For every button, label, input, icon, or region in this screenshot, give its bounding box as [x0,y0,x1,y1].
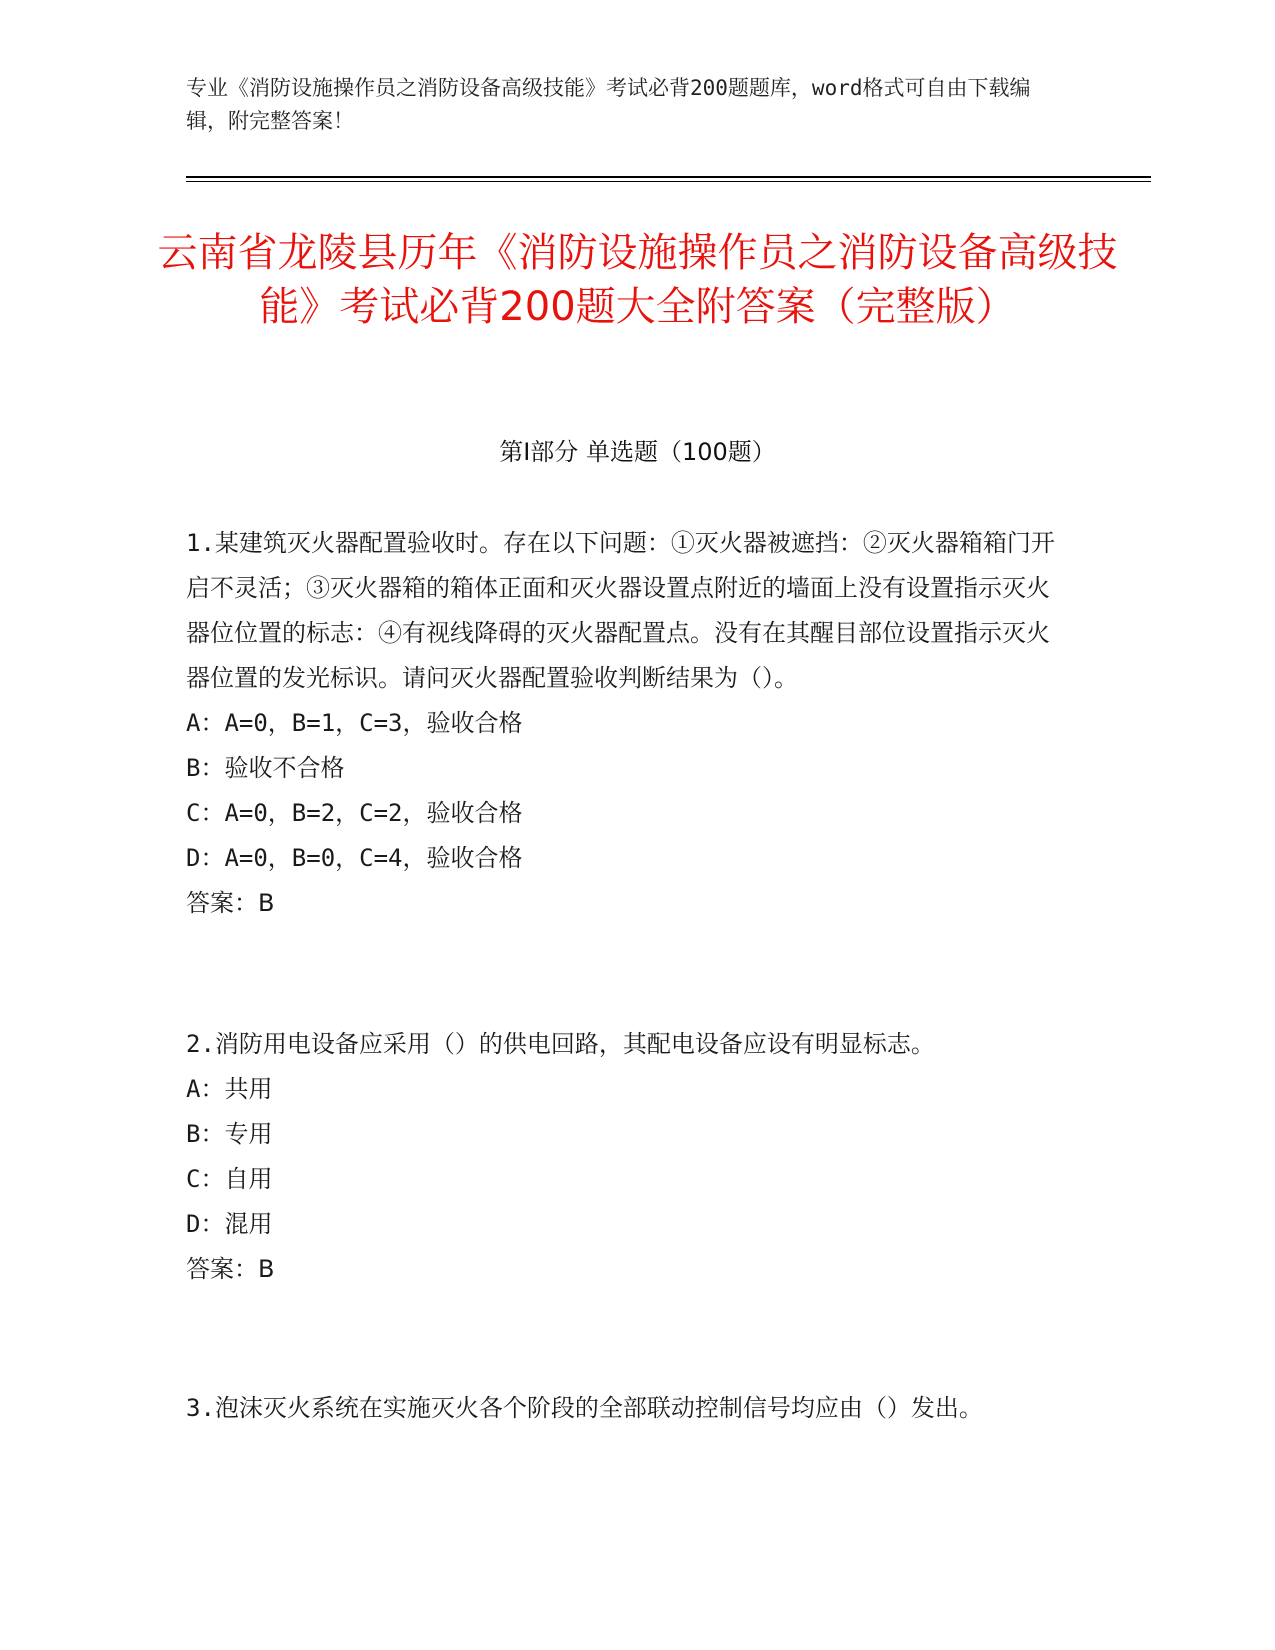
question-1 [186,521,1056,926]
document-title: 云南省龙陵县历年《消防设施操作员之消防设备高级技能》考试必背200题大全附答案（完整版） [157,230,1118,330]
question-stem: 2.消防用电设备应采用（）的供电回路，其配电设备应设有明显标志。 [186,1030,935,1058]
option-b: B：验收不合格 [186,754,345,782]
header-note: 专业《消防设施操作员之消防设备高级技能》考试必背200题题库，word格式可自由下载编辑，附完整答案！ [186,76,1031,133]
option-d: D：混用 [186,1210,273,1238]
option-c: C：A=0，B=2，C=2，验收合格 [186,799,523,827]
question-2 [186,1022,1056,1292]
option-a: A：A=0，B=1，C=3，验收合格 [186,709,523,737]
section-heading: 第I部分 单选题（100题） [499,438,776,466]
option-c: C：自用 [186,1165,273,1193]
header-rule-thin [186,181,1151,182]
answer: 答案：B [186,1255,275,1283]
option-a: A：共用 [186,1075,273,1103]
question-stem: 1.某建筑灭火器配置验收时。存在以下问题：①灭火器被遮挡：②灭火器箱箱门开启不灵活；③灭火器箱的箱体正面和灭火器设置点附近的墙面上没有设置指示灭火器位位置的标志：④有视线降碍的灭火器配置点。没有在其醒目部位设置指示灭火器位置的发光标识。请问灭火器配置验收判断结果为（）。 [186,529,1055,692]
answer: 答案：B [186,889,275,917]
option-b: B：专用 [186,1120,273,1148]
question-stem: 3.泡沫灭火系统在实施灭火各个阶段的全部联动控制信号均应由（）发出。 [186,1394,983,1422]
question-3 [186,1386,1056,1431]
header-rule-thick [186,176,1151,178]
option-d: D：A=0，B=0，C=4，验收合格 [186,844,523,872]
